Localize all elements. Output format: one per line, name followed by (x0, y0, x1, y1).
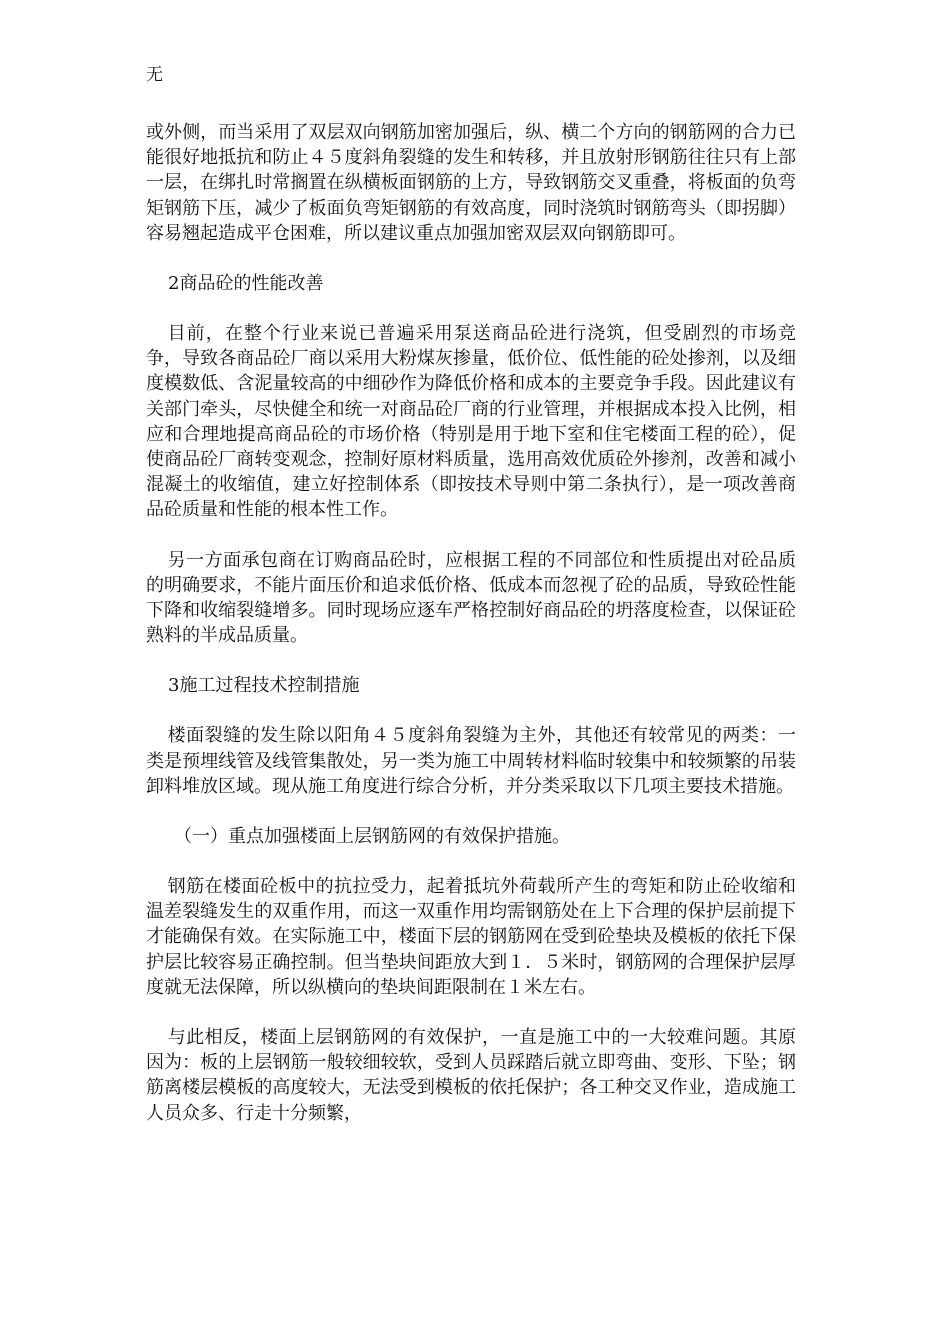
paragraph: 或外侧，而当采用了双层双向钢筋加密加强后，纵、横二个方向的钢筋网的合力已能很好地抵抗和防止４５度斜角裂缝的发生和转移，并且放射形钢筋往往只有上部一层，在绑扎时常搁置在纵横板面钢筋的上方，导致钢筋交叉重叠，将板面的负弯矩钢筋下压，减少了板面负弯矩钢筋的有效高度，同时浇筑时钢筋弯头（即拐脚）容易翘起造成平仓困难，所以建议重点加强加密双层双向钢筋即可。 (146, 122, 796, 244)
paragraph: 钢筋在楼面砼板中的抗拉受力，起着抵坑外荷载所产生的弯矩和防止砼收缩和温差裂缝发生的双重作用，而这一双重作用均需钢筋处在上下合理的保护层前提下才能确保有效。在实际施工中，楼面下层的钢筋网在受到砼垫块及模板的依托下保护层比较容易正确控制。但当垫块间距放大到１．５米时，钢筋网的合理保护层厚度就无法保障，所以纵横向的垫块间距限制在１米左右。 (146, 876, 796, 998)
subsection-heading: （一）重点加强楼面上层钢筋网的有效保护措施。 (174, 826, 570, 848)
section-heading: 3施工过程技术控制措施 (168, 675, 360, 697)
document-body (146, 120, 796, 1151)
section-heading: 2商品砼的性能改善 (168, 273, 324, 295)
paragraph: 另一方面承包商在订购商品砼时，应根据工程的不同部位和性质提出对砼品质的明确要求，不能片面压价和追求低价格、低成本而忽视了砼的品质，导致砼性能下降和收缩裂缝增多。同时现场应逐车严格控制好商品砼的坍落度检查，以保证砼熟料的半成品质量。 (146, 549, 796, 647)
paragraph: 楼面裂缝的发生除以阳角４５度斜角裂缝为主外，其他还有较常见的两类：一类是预埋线管及线管集散处，另一类为施工中周转材料临时较集中和较频繁的吊装卸料堆放区域。现从施工角度进行综合分析，并分类采取以下几项主要技术措施。 (146, 725, 796, 797)
page-header: 无 (146, 65, 163, 85)
paragraph: 目前，在整个行业来说已普遍采用泵送商品砼进行浇筑，但受剧烈的市场竞争，导致各商品砼厂商以采用大粉煤灰掺量，低价位、低性能的砼处掺剂，以及细度模数低、含泥量较高的中细砂作为降低价格和成本的主要竞争手段。因此建议有关部门牵头，尽快健全和统一对商品砼厂商的行业管理，并根据成本投入比例，相应和合理地提高商品砼的市场价格（特别是用于地下室和住宅楼面工程的砼），促使商品砼厂商转变观念，控制好原材料质量，选用高效优质砼外掺剂，改善和减小混凝土的收缩值，建立好控制体系（即按技术导则中第二条执行），是一项改善商品砼质量和性能的根本性工作。 (146, 323, 796, 521)
paragraph: 与此相反，楼面上层钢筋网的有效保护，一直是施工中的一大较难问题。其原因为：板的上层钢筋一般较细较软，受到人员踩踏后就立即弯曲、变形、下坠；钢筋离楼层模板的高度较大，无法受到模板的依托保护；各工种交叉作业，造成施工人员众多、行走十分频繁， (146, 1027, 796, 1124)
